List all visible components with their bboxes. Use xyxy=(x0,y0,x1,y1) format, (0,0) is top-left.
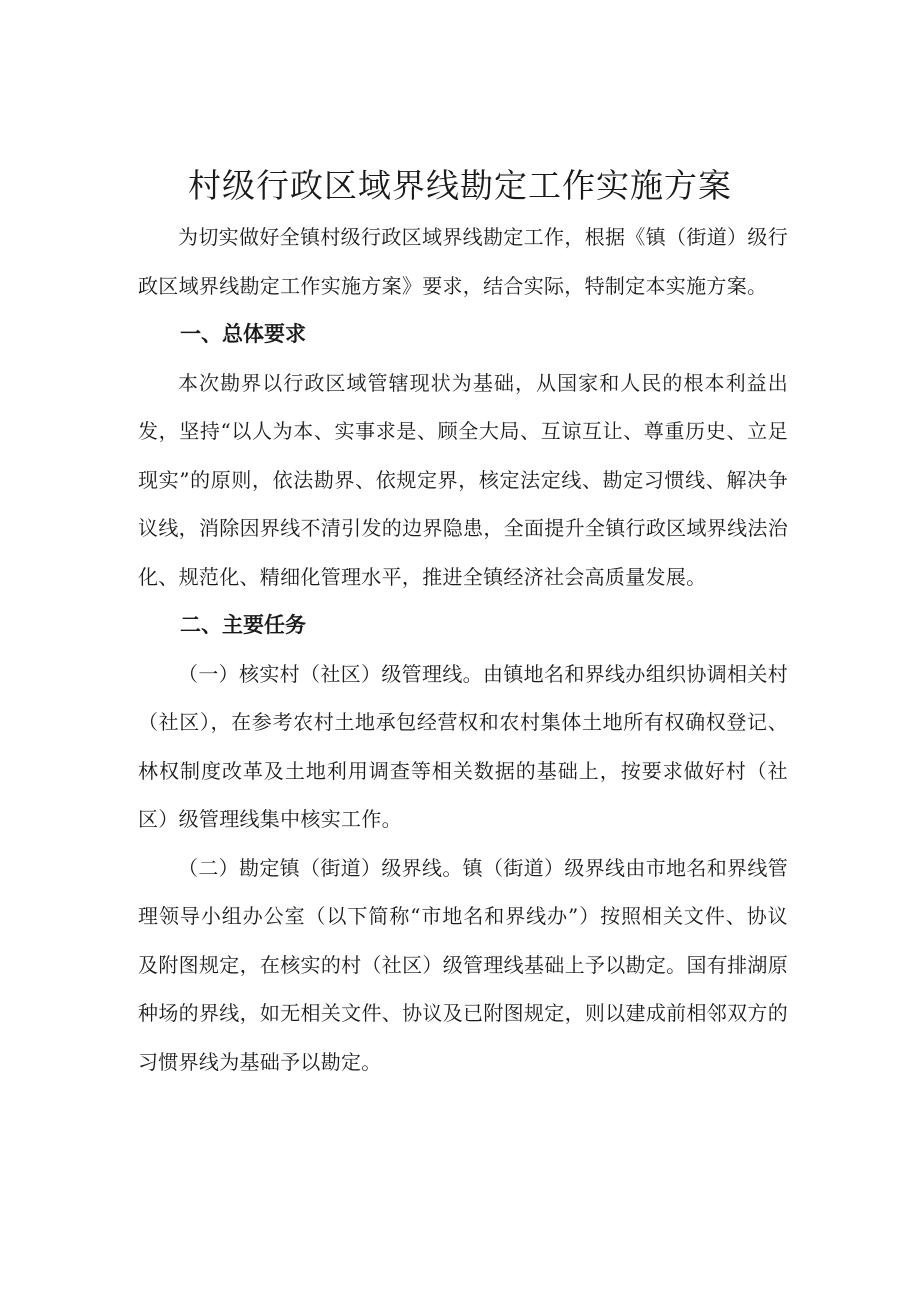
document-body xyxy=(138,213,788,1086)
task-survey-town-lines-paragraph: （二）勘定镇（街道）级界线。镇（街道）级界线由市地名和界线管理领导小组办公室（以下简称“市地名和界线办”）按照相关文件、协议及附图规定，在核实的村（社区）级管理线基础上予以勘定。国有排湖原种场的界线，如无相关文件、协议及已附图规定，则以建成前相邻双方的习惯界线为基础予以勘定。 xyxy=(138,855,788,1074)
document-title: 村级行政区域界线勘定工作实施方案 xyxy=(188,166,732,206)
intro-paragraph: 为切实做好全镇村级行政区域界线勘定工作，根据《镇（街道）级行政区域界线勘定工作实施方案》要求，结合实际，特制定本实施方案。 xyxy=(138,225,788,298)
section-heading-main-tasks: 二、主要任务 xyxy=(180,613,306,637)
section-heading-general-requirements: 一、总体要求 xyxy=(180,322,306,346)
task-verify-village-lines-paragraph: （一）核实村（社区）级管理线。由镇地名和界线办组织协调相关村（社区），在参考农村土地承包经营权和农村集体土地所有权确权登记、林权制度改革及土地利用调查等相关数据的基础上，按要求做好村（社区）级管理线集中核实工作。 xyxy=(138,661,788,831)
general-requirements-paragraph: 本次勘界以行政区域管辖现状为基础，从国家和人民的根本利益出发，坚持“以人为本、实事求是、顾全大局、互谅互让、尊重历史、立足现实”的原则，依法勘界、依规定界，核定法定线、勘定习惯线、解决争议线，消除因界线不清引发的边界隐患，全面提升全镇行政区域界线法治化、规范化、精细化管理水平，推进全镇经济社会高质量发展。 xyxy=(138,370,788,589)
